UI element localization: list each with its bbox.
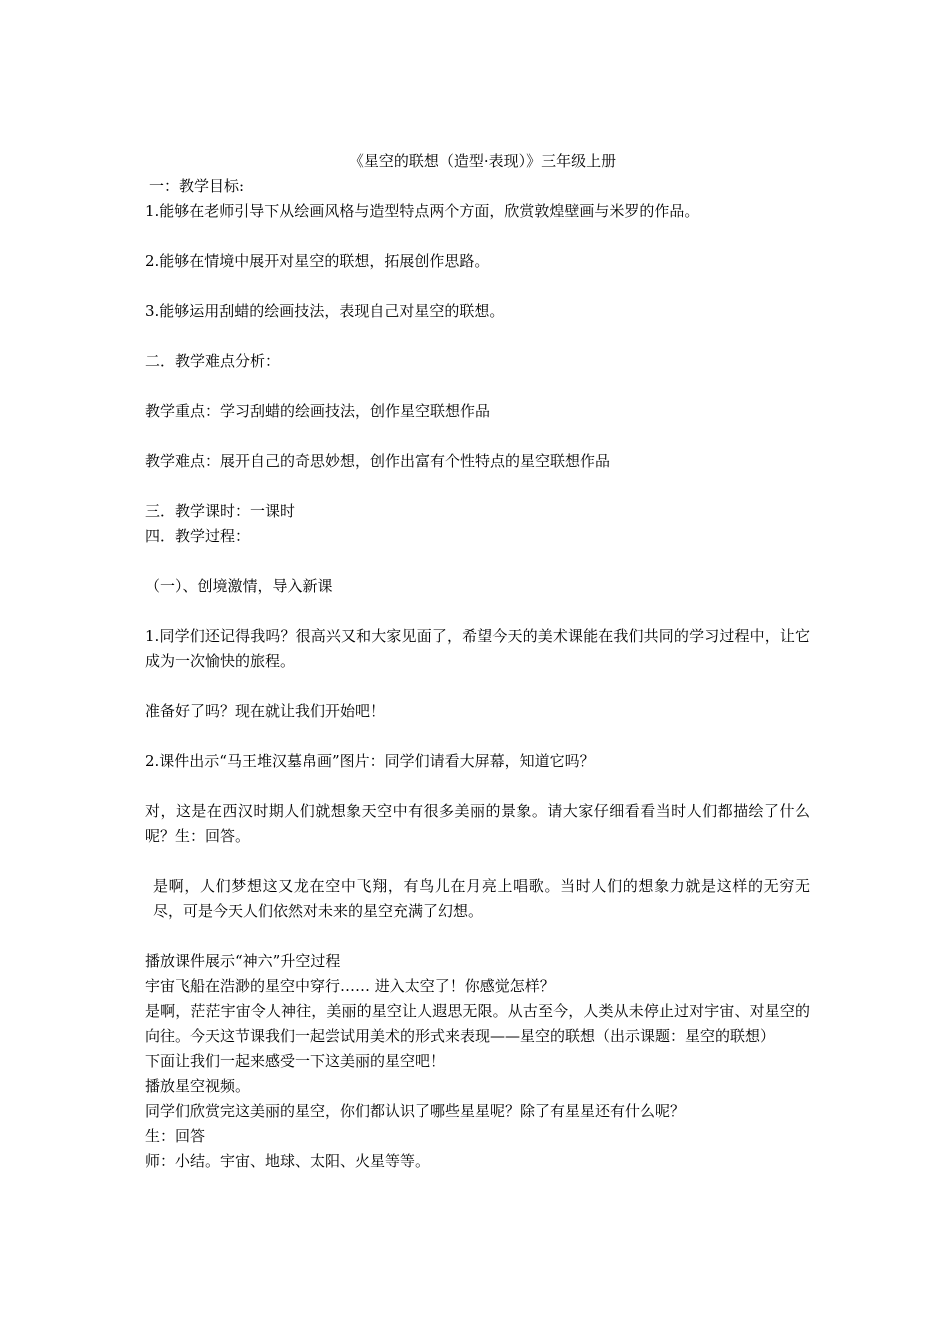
process-paragraph-12: 生：回答	[145, 1127, 206, 1145]
document-body	[145, 149, 810, 1174]
process-paragraph-10: 播放星空视频。	[145, 1077, 251, 1095]
section-heading-objectives: 一：教学目标:	[149, 177, 245, 195]
process-paragraph-4: 对，这是在西汉时期人们就想象天空中有很多美丽的景象。请大家仔细看看当时人们都描绘了什么呢？生：回答。	[145, 802, 810, 845]
objective-2: 2.能够在情境中展开对星空的联想，拓展创作思路。	[145, 252, 490, 270]
teaching-difficulty: 教学难点：展开自己的奇思妙想，创作出富有个性特点的星空联想作品	[145, 452, 611, 470]
process-paragraph-6: 播放课件展示“神六”升空过程	[145, 952, 341, 970]
section-heading-process: 四．教学过程：	[145, 527, 251, 545]
subsection-heading-intro: （一）、创境激情，导入新课	[145, 577, 333, 595]
process-paragraph-11: 同学们欣赏完这美丽的星空，你们都认识了哪些星星呢？除了有星星还有什么呢？	[145, 1102, 686, 1120]
process-paragraph-9: 下面让我们一起来感受一下这美丽的星空吧！	[145, 1052, 446, 1070]
section-heading-difficulties: 二．教学难点分析：	[145, 352, 281, 370]
process-paragraph-3: 2.课件出示“马王堆汉墓帛画”图片：同学们请看大屏幕，知道它吗？	[145, 752, 595, 770]
process-paragraph-5: 是啊，人们梦想这又龙在空中飞翔，有鸟儿在月亮上唱歌。当时人们的想象力就是这样的无穷无尽，可是今天人们依然对未来的星空充满了幻想。	[153, 877, 810, 920]
process-paragraph-8: 是啊，茫茫宇宙令人神往，美丽的星空让人遐思无限。从古至今，人类从未停止过对宇宙、对星空的向往。今天这节课我们一起尝试用美术的形式来表现——星空的联想（出示课题：星空的联想）	[145, 1002, 810, 1045]
document-title: 《星空的联想（造型·表现）》三年级上册	[348, 152, 617, 170]
process-paragraph-13: 师：小结。宇宙、地球、太阳、火星等等。	[145, 1152, 431, 1170]
process-paragraph-2: 准备好了吗？现在就让我们开始吧！	[145, 702, 386, 720]
process-paragraph-7: 宇宙飞船在浩渺的星空中穿行…… 进入太空了！你感觉怎样？	[145, 977, 555, 995]
section-heading-class-hours: 三．教学课时：一课时	[145, 502, 296, 520]
process-paragraph-1: 1.同学们还记得我吗？很高兴又和大家见面了，希望今天的美术课能在我们共同的学习过程中，让它成为一次愉快的旅程。	[145, 627, 810, 670]
objective-3: 3.能够运用刮蜡的绘画技法，表现自己对星空的联想。	[145, 302, 505, 320]
objective-1: 1.能够在老师引导下从绘画风格与造型特点两个方面，欣赏敦煌壁画与米罗的作品。	[145, 202, 700, 220]
teaching-key-point: 教学重点：学习刮蜡的绘画技法，创作星空联想作品	[145, 402, 491, 420]
